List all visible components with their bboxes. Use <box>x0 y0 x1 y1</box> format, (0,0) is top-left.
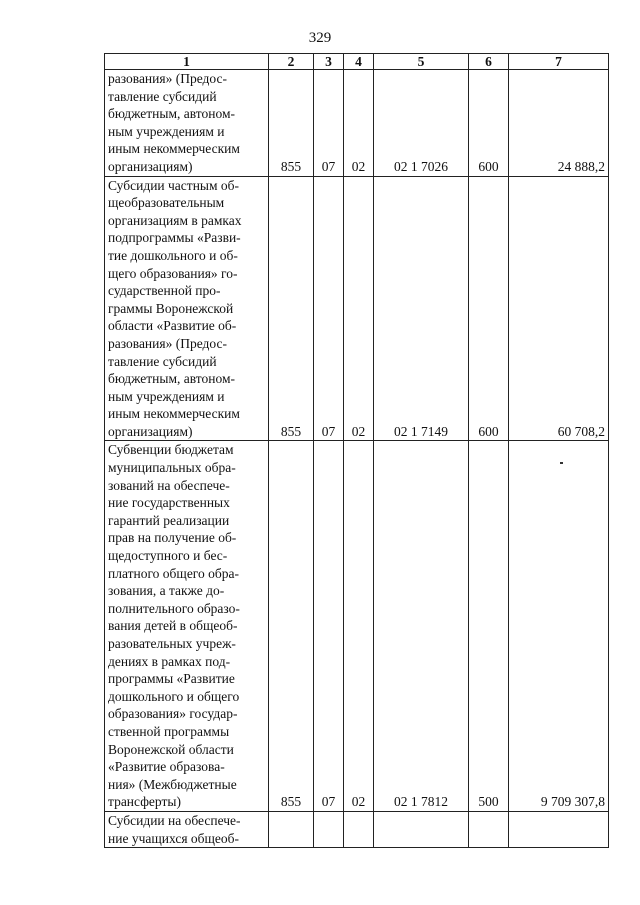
row-target-article <box>374 811 469 847</box>
table-header-row <box>105 54 609 70</box>
column-header-2: 2 <box>269 54 314 70</box>
budget-table <box>104 53 609 848</box>
row-expense-type: 600 <box>469 176 509 441</box>
row-section <box>314 811 344 847</box>
row-section: 07 <box>314 70 344 177</box>
table-row <box>105 441 609 811</box>
row-description: Субсидии на обеспече- ние учащихся общеоб- <box>105 811 269 847</box>
row-target-article: 02 1 7812 <box>374 441 469 811</box>
row-expense-type <box>469 811 509 847</box>
row-section: 07 <box>314 441 344 811</box>
row-section: 07 <box>314 176 344 441</box>
row-target-article: 02 1 7026 <box>374 70 469 177</box>
table-row <box>105 70 609 177</box>
column-header-4: 4 <box>344 54 374 70</box>
row-expense-type: 600 <box>469 70 509 177</box>
row-description: разования» (Предос- тавление субсидий бюджетным, автоном- ным учреждениям и иным некоммерческим организациям) <box>105 70 269 177</box>
row-amount: 9 709 307,8 <box>509 441 609 811</box>
table-row <box>105 176 609 441</box>
row-expense-type: 500 <box>469 441 509 811</box>
row-ministry-code <box>269 811 314 847</box>
column-header-7: 7 <box>509 54 609 70</box>
row-description: Субвенции бюджетам муниципальных обра- зований на обеспече- ние государственных гарантий реализации прав на получение об- щедоступного и бес- платного общего обра- зования, а также до- полнительного образо- вания детей в общеоб- разовательных учреж- дениях в рамках под- программы «Развитие дошкольного и общего образования» государ- ственной программы Воронежской области «Развитие образова- ния» (Межбюджетные трансферты) <box>105 441 269 811</box>
row-subsection: 02 <box>344 70 374 177</box>
column-header-3: 3 <box>314 54 344 70</box>
row-ministry-code: 855 <box>269 176 314 441</box>
column-header-5: 5 <box>374 54 469 70</box>
column-header-6: 6 <box>469 54 509 70</box>
table-row <box>105 811 609 847</box>
row-subsection <box>344 811 374 847</box>
row-target-article: 02 1 7149 <box>374 176 469 441</box>
row-description: Субсидии частным об- щеобразовательным организациям в рамках подпрограммы «Разви- тие дошкольного и об- щего образования» го- сударственной про- граммы Воронежской области «Развитие об- разования» (Предос- тавление субсидий бюджетным, автоном- ным учреждениям и иным некоммерческим организациям) <box>105 176 269 441</box>
row-subsection: 02 <box>344 441 374 811</box>
row-amount: 24 888,2 <box>509 70 609 177</box>
row-ministry-code: 855 <box>269 70 314 177</box>
row-amount: 60 708,2 <box>509 176 609 441</box>
row-amount <box>509 811 609 847</box>
column-header-1: 1 <box>105 54 269 70</box>
row-subsection: 02 <box>344 176 374 441</box>
row-ministry-code: 855 <box>269 441 314 811</box>
scan-speck <box>560 462 563 464</box>
page-number: 329 <box>308 30 332 46</box>
